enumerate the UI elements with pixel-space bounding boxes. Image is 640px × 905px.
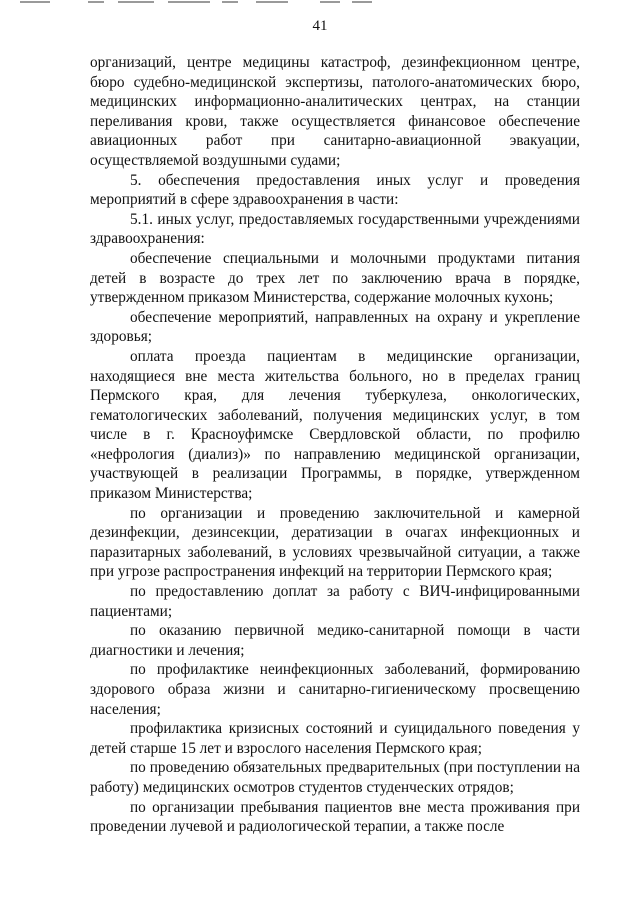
paragraph: обеспечение специальными и молочными продуктами питания детей в возрасте до трех лет по заключению врача в порядке, утвержденном приказом Министерства, содержание молочных кухонь; [90, 249, 580, 307]
page-number: 41 [312, 18, 328, 34]
paragraph: 5.1. иных услуг, предоставляемых государственными учреждениями здравоохранения: [90, 210, 580, 248]
paragraph: по организации и проведению заключительной и камерной дезинфекции, дезинсекции, дератизации в очагах инфекционных и паразитарных заболеваний, в условиях чрезвычайной ситуации, а также при угрозе распространения инфекций на территории Пермского края; [90, 504, 580, 581]
paragraph: по организации пребывания пациентов вне места проживания при проведении лучевой и радиологической терапии, а также после [90, 798, 580, 836]
paragraph: обеспечение мероприятий, направленных на охрану и укрепление здоровья; [90, 308, 580, 346]
document-body [90, 53, 580, 837]
paragraph: по предоставлению доплат за работу с ВИЧ-инфицированными пациентами; [90, 583, 580, 620]
scan-edge-marks [0, 0, 640, 6]
paragraph: оплата проезда пациентам в медицинские организации, находящиеся вне места жительства больного, но в пределах границ Пермского края, для лечения туберкулеза, онкологических, гематологических заболеваний, получения медицинских услуг, в том числе в г. Красноуфимске Свердловской области, по профилю «нефрология (диализ)» по направлению медицинской организации, участвующей в реализации Программы, в порядке, утвержденном приказом Министерства; [90, 347, 580, 503]
paragraph: по проведению обязательных предварительных (при поступлении на работу) медицинских осмотров студентов студенческих отрядов; [90, 759, 580, 796]
paragraph: по оказанию первичной медико-санитарной помощи в части диагностики и лечения; [90, 622, 580, 659]
paragraph: организаций, центре медицины катастроф, дезинфекционном центре, бюро судебно-медицинской экспертизы, патолого-анатомических бюро, медицинских информационно-аналитических центрах, на станции переливания крови, также осуществляется финансовое обеспечение авиационных работ при санитарно-авиационной эвакуации, осуществляемой воздушными судами; [90, 54, 580, 169]
paragraph: профилактика кризисных состояний и суицидального поведения у детей старше 15 лет и взрослого населения Пермского края; [90, 720, 580, 757]
paragraph: 5. обеспечения предоставления иных услуг и проведения мероприятий в сфере здравоохранения в части: [90, 171, 580, 209]
paragraph: по профилактике неинфекционных заболеваний, формированию здорового образа жизни и санитарно-гигиеническому просвещению населения; [90, 661, 580, 718]
